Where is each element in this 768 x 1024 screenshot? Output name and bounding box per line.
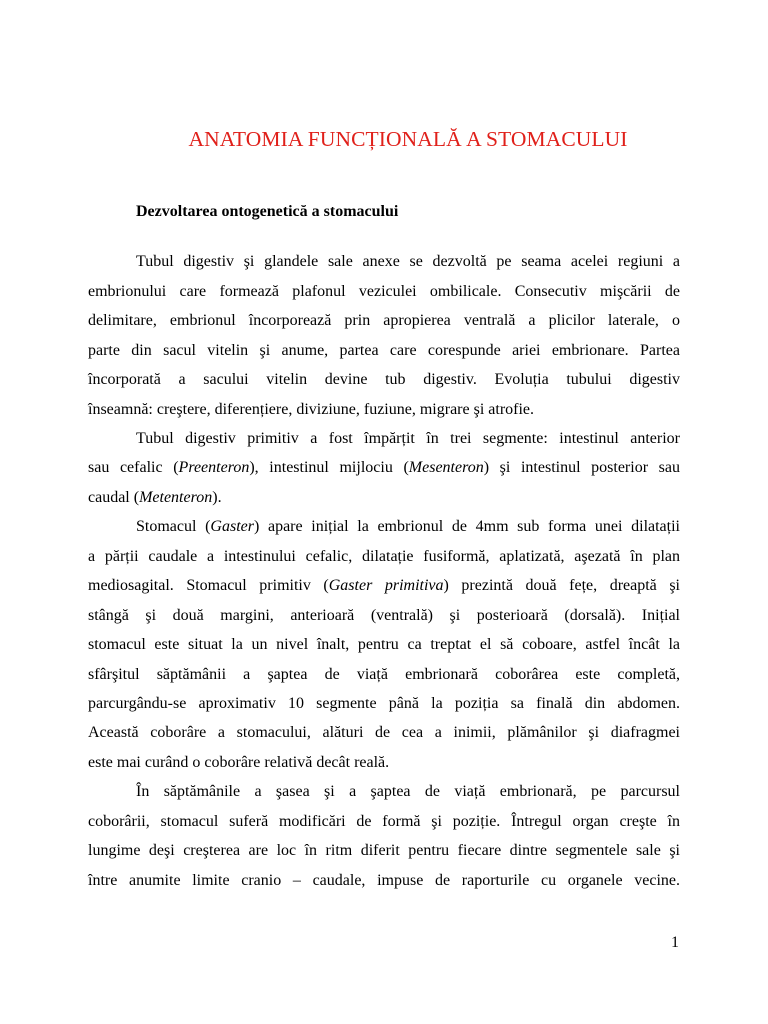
paragraph-line xyxy=(88,488,680,508)
paragraph-line: Această coborâre a stomacului, alături de cea a inimii, plămânilor şi diafragmei xyxy=(88,724,680,741)
latin-term: Metenteron xyxy=(139,489,213,506)
latin-term: Gaster xyxy=(210,518,254,535)
paragraph-line: lungime deşi creşterea are loc în ritm diferit pentru fiecare dintre segmentele sale şi xyxy=(88,842,680,859)
text-run: caudal ( xyxy=(88,489,140,506)
paragraph-line: coborârii, stomacul suferă modificări de formă şi poziție. Întregul organ creşte în xyxy=(88,813,680,830)
paragraph-line: parte din sacul vitelin şi anume, partea care corespunde ariei embrionare. Partea xyxy=(88,342,680,359)
paragraph-line: este mai curând o coborâre relativă decât reală. xyxy=(88,754,390,771)
paragraph-line: înseamnă: creştere, diferențiere, diviziune, fuziune, migrare şi atrofie. xyxy=(88,401,535,418)
paragraph-line: sfârşitul săptămânii a şaptea de viață embrionară coborârea este completă, xyxy=(88,666,680,683)
text-run: ). xyxy=(212,489,222,506)
latin-term: Gaster primitiva xyxy=(328,577,444,594)
paragraph-line: a părții caudale a intestinului cefalic, dilatație fusiformă, aplatizată, aşezată în plan xyxy=(88,548,680,565)
text-run: Stomacul ( xyxy=(136,518,211,535)
paragraph-line: încorporată a sacului vitelin devine tub digestiv. Evoluția tubului digestiv xyxy=(88,371,680,388)
text-run: ) şi intestinul posterior sau xyxy=(483,459,680,476)
paragraph-line: Tubul digestiv şi glandele sale anexe se dezvoltă pe seama acelei regiuni a xyxy=(136,253,680,270)
latin-term: Mesenteron xyxy=(408,459,484,476)
document-title: ANATOMIA FUNCȚIONALĂ A STOMACULUI xyxy=(188,127,628,151)
paragraph-line xyxy=(88,576,680,596)
text-run: ) prezintă două fețe, dreaptă şi xyxy=(443,577,680,594)
paragraph-line: În săptămânile a şasea şi a şaptea de viață embrionară, pe parcursul xyxy=(136,783,680,800)
page-number: 1 xyxy=(671,934,679,951)
latin-term: Preenteron xyxy=(178,459,250,476)
paragraph-line xyxy=(88,458,680,478)
paragraph-line: embrionului care formează plafonul veziculei ombilicale. Consecutiv mişcării de xyxy=(88,283,680,300)
paragraph-line: Tubul digestiv primitiv a fost împărțit în trei segmente: intestinul anterior xyxy=(136,430,680,447)
text-run: sau cefalic ( xyxy=(88,459,179,476)
paragraph-line: stângă şi două margini, anterioară (ventrală) şi posterioară (dorsală). Inițial xyxy=(88,607,680,624)
paragraph-line xyxy=(136,517,680,537)
text-run: ), intestinul mijlociu ( xyxy=(249,459,409,476)
paragraph-line: delimitare, embrionul încorporează prin apropierea ventrală a plicilor laterale, o xyxy=(88,312,680,329)
text-run: mediosagital. Stomacul primitiv ( xyxy=(88,577,329,594)
paragraph-line: stomacul este situat la un nivel înalt, pentru ca treptat el să coboare, astfel încât la xyxy=(88,636,680,653)
section-heading: Dezvoltarea ontogenetică a stomacului xyxy=(136,203,399,220)
paragraph-line: între anumite limite cranio – caudale, impuse de raporturile cu organele vecine. xyxy=(88,872,680,889)
paragraph-line: parcurgându-se aproximativ 10 segmente până la poziția sa finală din abdomen. xyxy=(88,695,680,712)
text-run: ) apare inițial la embrionul de 4mm sub forma unei dilatații xyxy=(253,518,680,535)
